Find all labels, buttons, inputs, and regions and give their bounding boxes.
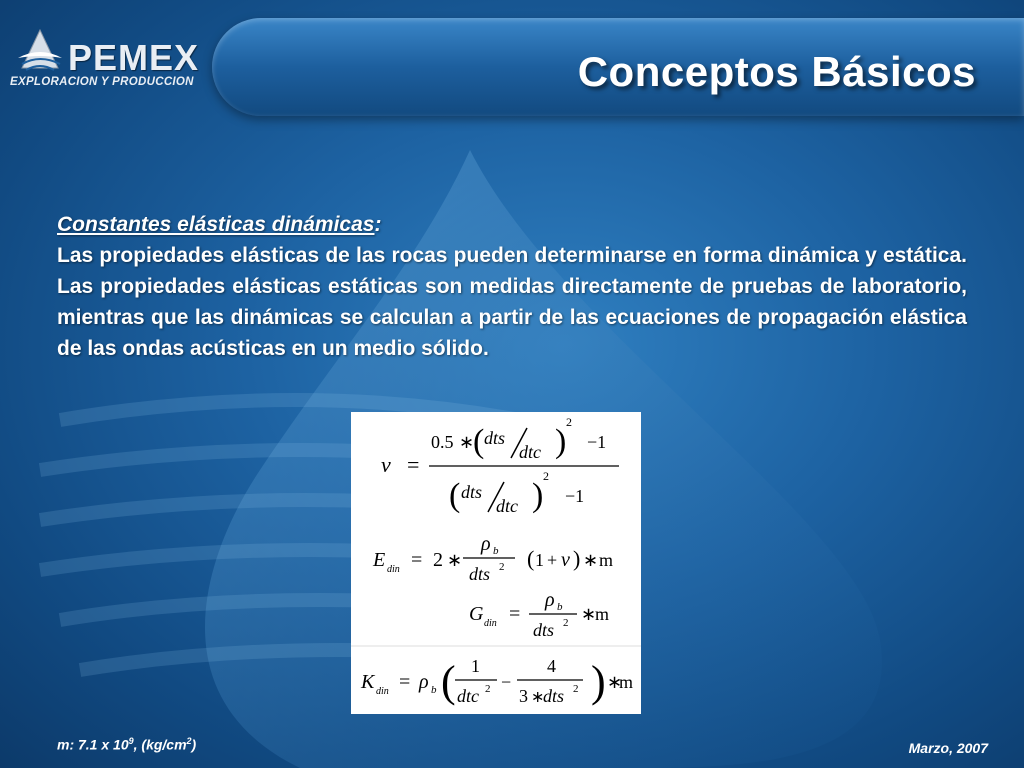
svg-text:b: b	[493, 545, 499, 557]
svg-text:dtc: dtc	[519, 442, 541, 462]
bulk-modulus-formula	[351, 646, 641, 706]
coef-05: 0.5	[431, 432, 454, 452]
svg-text:dtc: dtc	[496, 496, 518, 516]
svg-text:ρ: ρ	[481, 533, 491, 555]
svg-text:K: K	[361, 671, 375, 693]
slide-content	[57, 212, 967, 364]
svg-text:1: 1	[471, 656, 480, 676]
svg-text:∗: ∗	[581, 604, 597, 624]
svg-text:(: (	[473, 423, 485, 460]
svg-text:G: G	[469, 603, 484, 625]
young-modulus-formula	[372, 533, 613, 584]
svg-text:+: +	[547, 550, 558, 570]
svg-text:2: 2	[499, 561, 505, 573]
pemex-logo	[8, 26, 208, 96]
svg-text:2: 2	[543, 469, 549, 483]
svg-text:−1: −1	[565, 486, 585, 506]
svg-text:∗: ∗	[583, 550, 599, 570]
svg-text:dts: dts	[533, 620, 555, 640]
svg-text:ρ: ρ	[419, 671, 429, 693]
formulas-svg	[351, 412, 641, 714]
svg-text:): )	[532, 477, 544, 514]
svg-text:(: (	[441, 657, 456, 706]
nu-symbol: ν	[381, 452, 391, 477]
svg-text:dts: dts	[543, 686, 565, 706]
svg-text:=: =	[407, 452, 420, 477]
svg-text:∗: ∗	[459, 432, 475, 452]
poisson-formula	[381, 415, 619, 516]
svg-text:∗: ∗	[607, 672, 623, 692]
svg-text:m: m	[619, 672, 634, 692]
svg-text:b: b	[557, 601, 563, 613]
svg-text:2: 2	[566, 415, 572, 429]
svg-text:): )	[573, 546, 581, 571]
svg-text:4: 4	[547, 656, 556, 676]
svg-text:E: E	[373, 549, 386, 571]
body-paragraph: Las propiedades elásticas de las rocas pueden determinarse en forma dinámica y estática. Las propiedades elásticas estáticas son medidas directamente de pruebas de laboratorio, mientras que las dinámicas se calculan a partir de las ecuaciones de propagación elástica de las ondas acústicas en un medio sólido.	[57, 244, 967, 361]
svg-text:2: 2	[573, 683, 579, 695]
pemex-eagle-icon	[12, 28, 68, 78]
svg-text:=: =	[399, 671, 411, 693]
svg-text:): )	[591, 657, 606, 706]
svg-text:1: 1	[535, 550, 544, 570]
svg-text:dtc: dtc	[457, 686, 479, 706]
svg-text:din: din	[484, 618, 497, 629]
svg-text:3: 3	[519, 686, 528, 706]
section-heading: Constantes elásticas dinámicas:	[57, 213, 382, 236]
svg-text:b: b	[431, 684, 437, 696]
svg-text:): )	[555, 423, 567, 460]
svg-text:2: 2	[563, 617, 569, 629]
svg-text:∗: ∗	[447, 550, 463, 570]
svg-text:2: 2	[485, 683, 491, 695]
logo-subtitle: EXPLORACION Y PRODUCCION	[10, 76, 194, 88]
svg-text:∗: ∗	[531, 689, 545, 706]
slide-date: Marzo, 2007	[908, 740, 988, 756]
svg-text:m: m	[599, 550, 614, 570]
svg-text:−1: −1	[587, 432, 607, 452]
svg-text:dts: dts	[469, 564, 491, 584]
svg-text:ν: ν	[561, 549, 570, 571]
svg-text:ρ: ρ	[545, 589, 555, 611]
svg-text:=: =	[509, 603, 521, 625]
formula-image	[351, 412, 641, 714]
svg-text:dts: dts	[484, 428, 506, 448]
svg-text:2: 2	[433, 549, 443, 571]
page-title: Conceptos Básicos	[577, 48, 976, 95]
svg-text:(: (	[449, 477, 461, 514]
shear-modulus-formula	[469, 589, 609, 640]
svg-text:din: din	[387, 564, 400, 575]
svg-text:din: din	[376, 686, 389, 697]
logo-wordmark: PEMEX	[68, 37, 200, 78]
svg-text:(: (	[527, 546, 535, 571]
svg-text:=: =	[411, 549, 423, 571]
footnote: m: 7.1 x $10^9$, $(kg/cm^2)$	[57, 736, 197, 753]
svg-text:m: m	[595, 604, 610, 624]
svg-text:−: −	[501, 672, 512, 692]
svg-text:dts: dts	[461, 482, 483, 502]
